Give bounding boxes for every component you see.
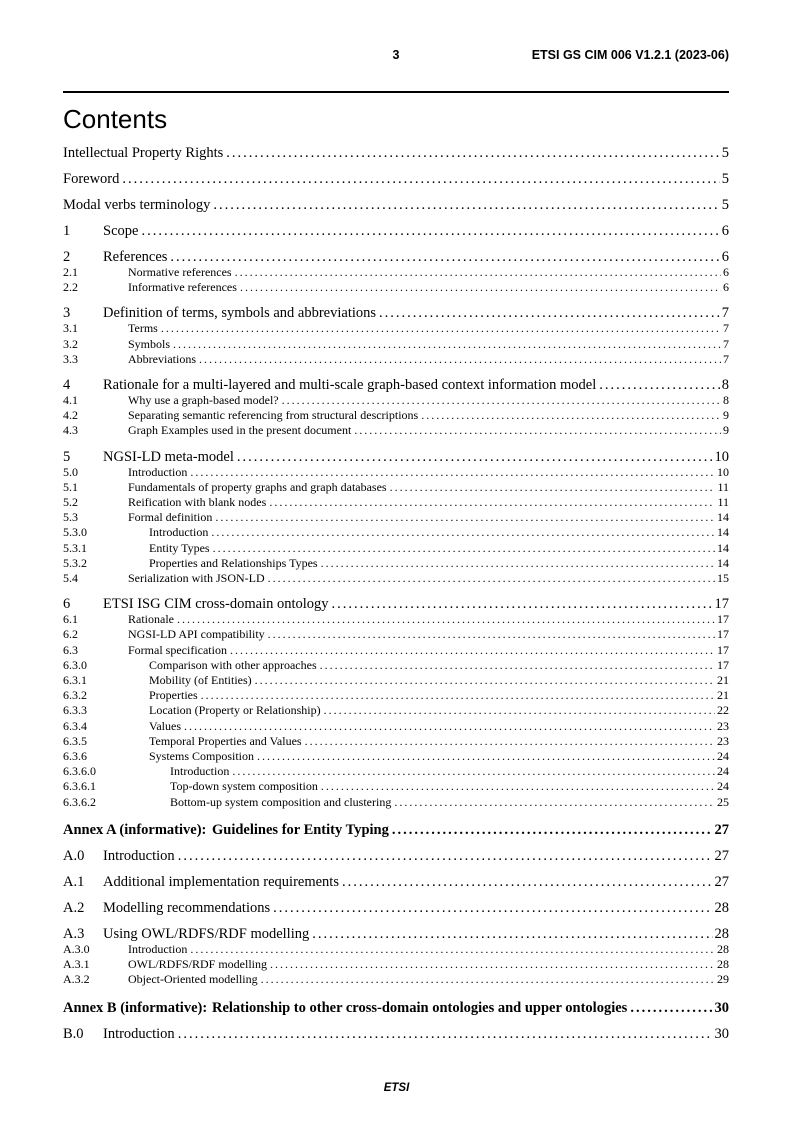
toc-entry-title: Formal specification bbox=[128, 642, 227, 657]
toc-entry-page-number: 8 bbox=[721, 377, 729, 394]
toc-entry-title: Definition of terms, symbols and abbreviations bbox=[103, 305, 377, 322]
toc-entry-title: Terms bbox=[128, 321, 158, 336]
toc-entry-number: 6.3.5 bbox=[63, 733, 87, 748]
toc-entry[interactable] bbox=[63, 423, 729, 438]
toc-entry[interactable] bbox=[63, 510, 729, 525]
toc-entry-page-number: 6 bbox=[721, 223, 729, 239]
dot-leader bbox=[178, 1027, 713, 1042]
toc-entry-title: Reification with blank nodes bbox=[128, 495, 267, 510]
dot-leader bbox=[261, 972, 715, 987]
toc-entry-title: Entity Types bbox=[149, 540, 210, 555]
toc-entry-page-number: 22 bbox=[717, 703, 729, 718]
toc-entry[interactable] bbox=[63, 795, 729, 810]
dot-leader bbox=[342, 875, 713, 890]
toc-entry-title: Foreword bbox=[63, 171, 120, 187]
toc-entry-title: Intellectual Property Rights bbox=[63, 145, 224, 161]
toc-entry-page-number: 6 bbox=[723, 265, 729, 279]
toc-entry-title: Informative references bbox=[128, 280, 237, 295]
dot-leader bbox=[305, 734, 715, 749]
toc-entry-title: Values bbox=[149, 718, 181, 733]
toc-entry-page-number: 27 bbox=[714, 847, 729, 864]
dot-leader bbox=[321, 779, 715, 794]
toc-entry[interactable] bbox=[63, 393, 729, 408]
dot-leader bbox=[213, 541, 715, 556]
toc-entry-number: 5.1 bbox=[63, 479, 78, 494]
dot-leader bbox=[170, 250, 719, 265]
toc-entry-page-number: 15 bbox=[717, 571, 729, 586]
toc-entry-title: Graph Examples used in the present document bbox=[128, 423, 352, 438]
toc-entry[interactable] bbox=[63, 673, 729, 688]
toc-entry-page-number: 28 bbox=[717, 957, 729, 972]
toc-entry-number: 6.3 bbox=[63, 642, 78, 657]
dot-leader bbox=[270, 957, 715, 972]
toc-entry-number: Annex B (informative): bbox=[63, 999, 208, 1016]
toc-entry-page-number: 27 bbox=[714, 821, 729, 838]
toc-entry-title: Why use a graph-based model? bbox=[128, 393, 279, 408]
toc-entry-title: Modelling recommendations bbox=[103, 899, 271, 916]
toc-entry-number: Annex A (informative): bbox=[63, 821, 207, 838]
page-header bbox=[63, 48, 729, 62]
dot-leader bbox=[226, 146, 719, 161]
dot-leader bbox=[141, 224, 719, 239]
toc-entry-number: 6.3.3 bbox=[63, 703, 87, 718]
toc-entry-number: 3.2 bbox=[63, 336, 78, 351]
dot-leader bbox=[213, 198, 719, 213]
toc-entry-number: 5.3.1 bbox=[63, 540, 87, 555]
toc-entry[interactable] bbox=[63, 408, 729, 423]
toc-entry-number: 3.3 bbox=[63, 351, 78, 366]
toc-entry-page-number: 14 bbox=[717, 555, 729, 570]
toc-entry-page-number: 29 bbox=[717, 972, 729, 987]
toc-entry-page-number: 28 bbox=[714, 899, 729, 916]
toc-entry-page-number: 5 bbox=[721, 145, 729, 161]
toc-entry[interactable] bbox=[63, 972, 729, 987]
toc-entry-page-number: 11 bbox=[717, 495, 729, 510]
toc-entry-title: Top-down system composition bbox=[170, 779, 318, 794]
toc-entry-page-number: 7 bbox=[721, 305, 729, 322]
toc-entry[interactable] bbox=[63, 719, 729, 734]
dot-leader bbox=[324, 703, 715, 718]
toc-entry-title: Normative references bbox=[128, 265, 232, 279]
toc-entry[interactable] bbox=[63, 658, 729, 673]
page-footer: ETSI bbox=[383, 1082, 410, 1094]
toc-entry-page-number: 24 bbox=[717, 779, 729, 794]
toc-entry-page-number: 5 bbox=[721, 171, 729, 187]
toc-entry-number: 1 bbox=[63, 223, 71, 239]
toc-entry-title: Comparison with other approaches bbox=[149, 657, 317, 672]
toc-entry-title: Additional implementation requirements bbox=[103, 873, 339, 890]
toc-entry[interactable] bbox=[63, 571, 729, 586]
dot-leader bbox=[268, 571, 715, 586]
toc-entry-number: 5.3 bbox=[63, 510, 78, 525]
toc-entry-page-number: 5 bbox=[721, 197, 729, 213]
dot-leader bbox=[211, 525, 715, 540]
toc-entry-title: Introduction bbox=[103, 1025, 175, 1042]
toc-entry-number: 4 bbox=[63, 377, 71, 394]
toc-entry-title: OWL/RDFS/RDF modelling bbox=[128, 957, 268, 972]
dot-leader bbox=[178, 849, 713, 864]
toc-entry[interactable] bbox=[63, 643, 729, 658]
toc-entry-page-number: 17 bbox=[714, 596, 729, 613]
toc-entry[interactable] bbox=[63, 525, 729, 540]
toc-entry-number: 4.2 bbox=[63, 408, 78, 423]
toc-entry-title: Scope bbox=[103, 223, 139, 239]
toc-entry-page-number: 9 bbox=[723, 408, 729, 423]
toc-entry-title: Rationale for a multi-layered and multi-scale graph-based context information model bbox=[103, 377, 597, 394]
toc-entry[interactable] bbox=[63, 612, 729, 627]
toc-entry-title: Fundamentals of property graphs and graph databases bbox=[128, 479, 387, 494]
toc-entry-page-number: 7 bbox=[723, 321, 729, 336]
toc-entry-page-number: 17 bbox=[717, 612, 729, 627]
dot-leader bbox=[161, 321, 721, 336]
dot-leader bbox=[230, 643, 715, 658]
toc-entry-page-number: 28 bbox=[714, 925, 729, 942]
toc-entry[interactable] bbox=[63, 749, 729, 764]
toc-entry-title: ETSI ISG CIM cross-domain ontology bbox=[103, 596, 329, 613]
toc-entry-page-number: 30 bbox=[714, 1025, 729, 1042]
toc-entry[interactable] bbox=[63, 957, 729, 972]
toc-annex-heading[interactable] bbox=[63, 822, 729, 838]
toc-entry-number: 4.1 bbox=[63, 393, 78, 408]
toc-entry-number: A.3 bbox=[63, 925, 85, 942]
toc-entry-title: References bbox=[103, 249, 168, 265]
dot-leader bbox=[321, 556, 715, 571]
toc-entry-page-number: 7 bbox=[723, 336, 729, 351]
toc-entry[interactable] bbox=[63, 927, 729, 942]
dot-leader bbox=[240, 280, 721, 295]
toc-entry-title: Guidelines for Entity Typing bbox=[212, 821, 389, 838]
toc-entry-page-number: 21 bbox=[717, 673, 729, 688]
toc-entry-page-number: 8 bbox=[723, 393, 729, 408]
toc-entry-title: Separating semantic referencing from structural descriptions bbox=[128, 408, 419, 423]
dot-leader bbox=[268, 627, 715, 642]
toc-entry-page-number: 27 bbox=[714, 873, 729, 890]
dot-leader bbox=[332, 597, 713, 612]
toc-entry[interactable] bbox=[63, 597, 729, 612]
toc-entry-page-number: 17 bbox=[717, 657, 729, 672]
toc-entry-page-number: 14 bbox=[717, 540, 729, 555]
dot-leader bbox=[199, 352, 721, 367]
toc-entry-page-number: 14 bbox=[717, 525, 729, 540]
dot-leader bbox=[599, 378, 720, 393]
dot-leader bbox=[257, 749, 715, 764]
toc-entry-title: Properties bbox=[149, 688, 198, 703]
header-rule bbox=[63, 91, 729, 93]
toc-entry-page-number: 23 bbox=[717, 733, 729, 748]
toc-entry-number: 4.3 bbox=[63, 423, 78, 438]
toc-entry-title: Systems Composition bbox=[149, 749, 255, 764]
toc-entry[interactable] bbox=[63, 764, 729, 779]
toc-entry-page-number: 25 bbox=[717, 794, 729, 809]
toc-entry-page-number: 10 bbox=[717, 464, 729, 479]
toc-entry-number: 6.3.6.1 bbox=[63, 779, 96, 794]
toc-entry[interactable] bbox=[63, 172, 729, 187]
toc-entry[interactable] bbox=[63, 198, 729, 213]
toc-entry-title: Object-Oriented modelling bbox=[128, 972, 258, 987]
toc-entry-number: 6.3.4 bbox=[63, 718, 87, 733]
dot-leader bbox=[173, 337, 721, 352]
toc-entry-number: 6.3.1 bbox=[63, 673, 87, 688]
toc-entry-number: 6.3.6.0 bbox=[63, 764, 96, 779]
toc-entry-page-number: 10 bbox=[714, 448, 729, 465]
toc-entry-number: 3.1 bbox=[63, 321, 78, 336]
toc-entry[interactable] bbox=[63, 250, 729, 265]
toc-entry-number: 3 bbox=[63, 305, 71, 322]
dot-leader bbox=[421, 408, 721, 423]
toc-annex-heading[interactable] bbox=[63, 1000, 729, 1016]
dot-leader bbox=[269, 495, 715, 510]
toc-entry[interactable] bbox=[63, 942, 729, 957]
toc-entry-number: 5.2 bbox=[63, 495, 78, 510]
toc-entry-number: 5.3.0 bbox=[63, 525, 87, 540]
dot-leader bbox=[392, 822, 713, 838]
toc-entry-page-number: 24 bbox=[717, 764, 729, 779]
toc-entry[interactable] bbox=[63, 779, 729, 794]
toc-entry[interactable] bbox=[63, 321, 729, 336]
toc-entry[interactable] bbox=[63, 495, 729, 510]
toc-entry-title: Relationship to other cross-domain ontologies and upper ontologies bbox=[212, 999, 628, 1016]
toc-entry[interactable] bbox=[63, 556, 729, 571]
toc-entry-number: 6.3.6.2 bbox=[63, 794, 96, 809]
toc-entry-title: Abbreviations bbox=[128, 351, 196, 366]
toc-entry[interactable] bbox=[63, 703, 729, 718]
toc-entry[interactable] bbox=[63, 875, 729, 890]
toc-entry-title: Serialization with JSON-LD bbox=[128, 571, 265, 586]
contents-heading: Contents bbox=[63, 104, 168, 134]
toc-entry[interactable] bbox=[63, 280, 729, 295]
toc-entry[interactable] bbox=[63, 627, 729, 642]
toc-entry-page-number: 6 bbox=[723, 280, 729, 295]
toc-entry-number: 6.2 bbox=[63, 627, 78, 642]
table-of-contents bbox=[63, 146, 729, 1042]
toc-entry[interactable] bbox=[63, 337, 729, 352]
dot-leader bbox=[201, 688, 715, 703]
toc-entry-title: Introduction bbox=[170, 764, 230, 779]
toc-entry-title: Rationale bbox=[128, 612, 174, 627]
toc-entry-title: Temporal Properties and Values bbox=[149, 733, 302, 748]
header-page-number: 3 bbox=[392, 48, 400, 62]
toc-entry[interactable] bbox=[63, 306, 729, 321]
dot-leader bbox=[379, 306, 720, 321]
dot-leader bbox=[184, 719, 715, 734]
toc-entry-page-number: 11 bbox=[717, 479, 729, 494]
toc-entry-page-number: 28 bbox=[717, 941, 729, 956]
dot-leader bbox=[273, 901, 712, 916]
toc-entry-title: Properties and Relationships Types bbox=[149, 555, 318, 570]
toc-entry-title: NGSI-LD API compatibility bbox=[128, 627, 265, 642]
dot-leader bbox=[215, 510, 715, 525]
toc-entry-page-number: 17 bbox=[717, 642, 729, 657]
toc-entry-number: A.3.2 bbox=[63, 972, 90, 987]
dot-leader bbox=[320, 658, 715, 673]
dot-leader bbox=[354, 423, 721, 438]
toc-entry[interactable] bbox=[63, 688, 729, 703]
toc-entry-number: 6.3.2 bbox=[63, 688, 87, 703]
toc-entry-number: A.3.0 bbox=[63, 941, 90, 956]
dot-leader bbox=[232, 764, 715, 779]
toc-entry-page-number: 6 bbox=[721, 249, 729, 265]
toc-entry[interactable] bbox=[63, 224, 729, 239]
toc-entry-number: 5.4 bbox=[63, 571, 78, 586]
toc-entry-page-number: 14 bbox=[717, 510, 729, 525]
toc-entry-title: NGSI-LD meta-model bbox=[103, 448, 234, 465]
toc-entry-title: Introduction bbox=[149, 525, 209, 540]
toc-entry-page-number: 30 bbox=[714, 999, 729, 1016]
toc-entry-number: A.0 bbox=[63, 847, 85, 864]
toc-entry[interactable] bbox=[63, 450, 729, 465]
dot-leader bbox=[282, 393, 721, 408]
toc-entry[interactable] bbox=[63, 1027, 729, 1042]
toc-entry[interactable] bbox=[63, 146, 729, 161]
toc-entry-title: Introduction bbox=[103, 847, 175, 864]
header-document-reference: ETSI GS CIM 006 V1.2.1 (2023-06) bbox=[531, 48, 730, 62]
dot-leader bbox=[394, 795, 715, 810]
dot-leader bbox=[237, 450, 713, 465]
toc-entry[interactable] bbox=[63, 541, 729, 556]
toc-entry-number: 6.3.0 bbox=[63, 657, 87, 672]
toc-entry-title: Bottom-up system composition and clustering bbox=[170, 794, 392, 809]
toc-entry-title: Introduction bbox=[128, 464, 188, 479]
toc-entry-number: 2.1 bbox=[63, 265, 78, 279]
toc-entry-number: 2 bbox=[63, 249, 71, 265]
toc-entry[interactable] bbox=[63, 265, 729, 280]
toc-entry-page-number: 7 bbox=[723, 351, 729, 366]
dot-leader bbox=[190, 465, 715, 480]
toc-entry-page-number: 21 bbox=[717, 688, 729, 703]
dot-leader bbox=[235, 265, 721, 280]
toc-entry-number: 2.2 bbox=[63, 280, 78, 295]
toc-entry[interactable] bbox=[63, 734, 729, 749]
toc-entry-page-number: 24 bbox=[717, 749, 729, 764]
toc-entry-number: A.1 bbox=[63, 873, 85, 890]
dot-leader bbox=[190, 942, 715, 957]
toc-entry-number: 5 bbox=[63, 448, 71, 465]
dot-leader bbox=[255, 673, 715, 688]
toc-entry[interactable] bbox=[63, 352, 729, 367]
toc-entry[interactable] bbox=[63, 849, 729, 864]
toc-entry-number: 5.3.2 bbox=[63, 555, 87, 570]
toc-entry-title: Introduction bbox=[128, 941, 188, 956]
dot-leader bbox=[630, 1000, 712, 1016]
toc-entry-title: Using OWL/RDFS/RDF modelling bbox=[103, 925, 310, 942]
toc-entry-title: Symbols bbox=[128, 336, 171, 351]
dot-leader bbox=[312, 927, 712, 942]
toc-entry[interactable] bbox=[63, 480, 729, 495]
toc-entry-title: Mobility (of Entities) bbox=[149, 673, 252, 688]
toc-entry-page-number: 23 bbox=[717, 718, 729, 733]
toc-entry[interactable] bbox=[63, 901, 729, 916]
toc-entry-page-number: 17 bbox=[717, 627, 729, 642]
toc-entry-page-number: 9 bbox=[723, 423, 729, 438]
toc-entry-number: 6 bbox=[63, 596, 71, 613]
dot-leader bbox=[122, 172, 719, 187]
toc-entry[interactable] bbox=[63, 465, 729, 480]
dot-leader bbox=[177, 612, 715, 627]
toc-entry-number: 6.3.6 bbox=[63, 749, 87, 764]
toc-entry-title: Formal definition bbox=[128, 510, 213, 525]
toc-entry-title: Location (Property or Relationship) bbox=[149, 703, 321, 718]
toc-entry-number: B.0 bbox=[63, 1025, 84, 1042]
toc-entry-number: A.3.1 bbox=[63, 957, 90, 972]
toc-entry-title: Modal verbs terminology bbox=[63, 197, 211, 213]
toc-entry[interactable] bbox=[63, 378, 729, 393]
toc-entry-number: A.2 bbox=[63, 899, 85, 916]
toc-entry-number: 6.1 bbox=[63, 612, 78, 627]
toc-entry-number: 5.0 bbox=[63, 464, 78, 479]
dot-leader bbox=[390, 480, 716, 495]
